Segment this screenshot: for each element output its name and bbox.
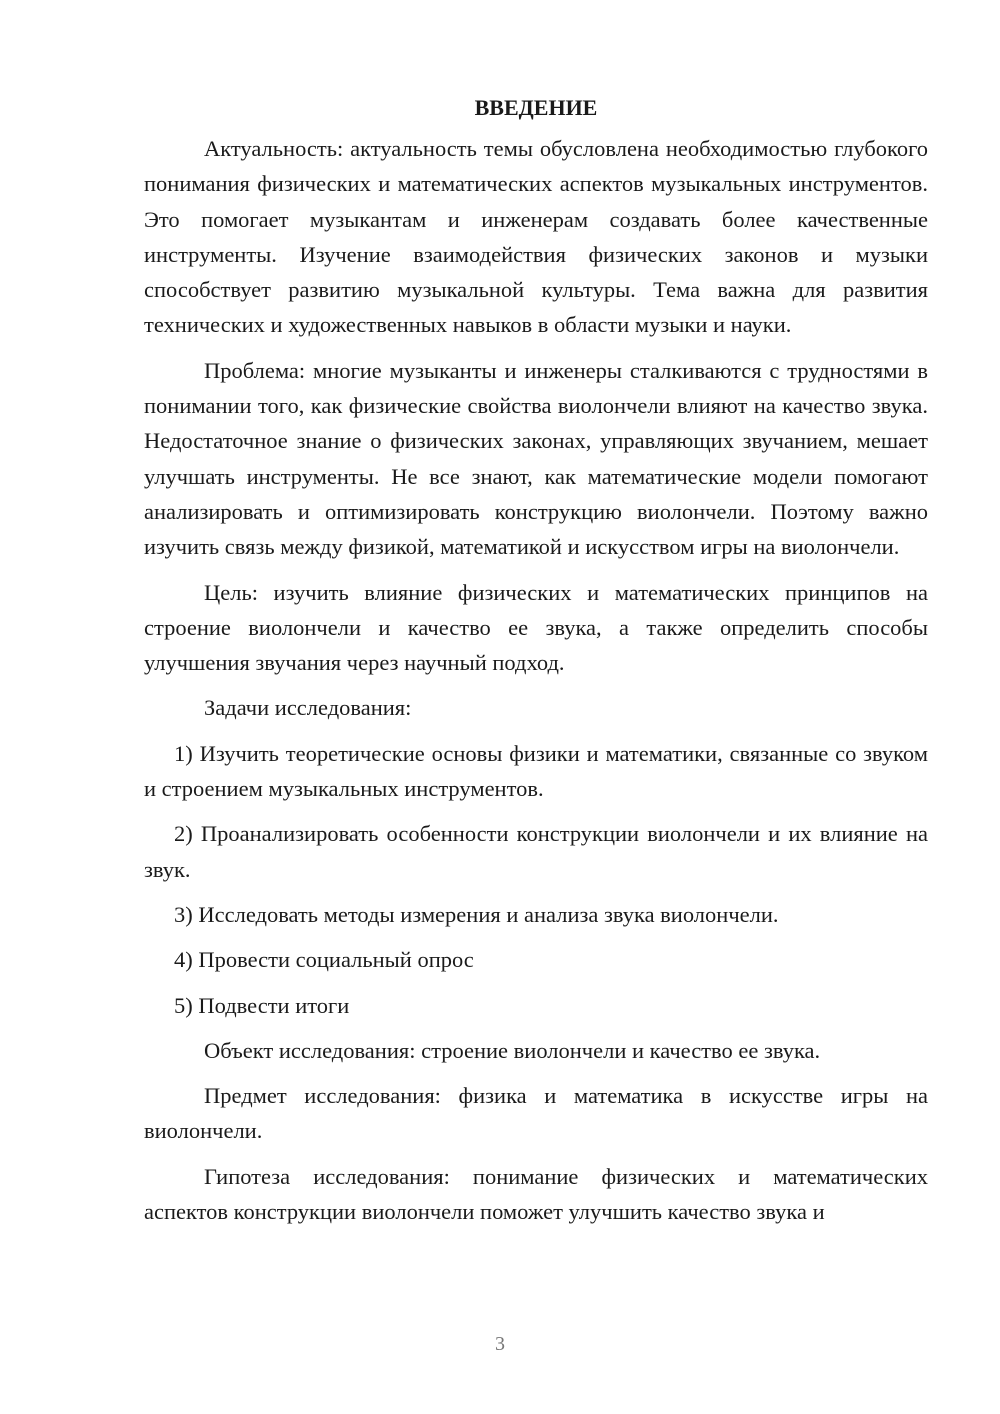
task-item-4: 4) Провести социальный опрос xyxy=(174,947,474,973)
tasks-heading: Задачи исследования: xyxy=(204,695,412,721)
task-item-5: 5) Подвести итоги xyxy=(174,992,350,1018)
hypothesis-paragraph: Гипотеза исследования: понимание физических и математических аспектов конструкции виолончели поможет улучшить качество звука и xyxy=(144,1163,928,1225)
relevance-paragraph: Актуальность: актуальность темы обусловлена необходимостью глубокого понимания физических и математических аспектов музыкальных инструментов. Это помогает музыкантам и инженерам создавать более качественные инструменты. Изучение взаимодействия физических законов и музыки способствует развитию музыкальной культуры. Тема важна для развития технических и художественных навыков в области музыки и науки. xyxy=(144,136,928,338)
document-page xyxy=(144,90,928,1239)
subject-paragraph: Предмет исследования: физика и математика в искусстве игры на виолончели. xyxy=(144,1083,928,1144)
goal-paragraph: Цель: изучить влияние физических и математических принципов на строение виолончели и качество ее звука, а также определить способы улучшения звучания через научный подход. xyxy=(144,579,928,676)
page-number: 3 xyxy=(495,1333,505,1355)
task-item-1: 1) Изучить теоретические основы физики и математики, связанные со звуком и строением музыкальных инструментов. xyxy=(144,740,928,802)
object-paragraph: Объект исследования: строение виолончели и качество ее звука. xyxy=(204,1037,821,1063)
task-item-3: 3) Исследовать методы измерения и анализа звука виолончели. xyxy=(174,901,779,927)
section-title: ВВЕДЕНИЕ xyxy=(474,95,598,120)
task-item-2: 2) Проанализировать особенности конструкции виолончели и их влияние на звук. xyxy=(144,821,928,882)
problem-paragraph: Проблема: многие музыканты и инженеры сталкиваются с трудностями в понимании того, как физические свойства виолончели влияют на качество звука. Недостаточное знание о физических законах, управляющих звучанием, мешает улучшать инструменты. Не все знают, как математические модели помогают анализировать и оптимизировать конструкцию виолончели. Поэтому важно изучить связь между физикой, математикой и искусством игры на виолончели. xyxy=(144,357,928,560)
